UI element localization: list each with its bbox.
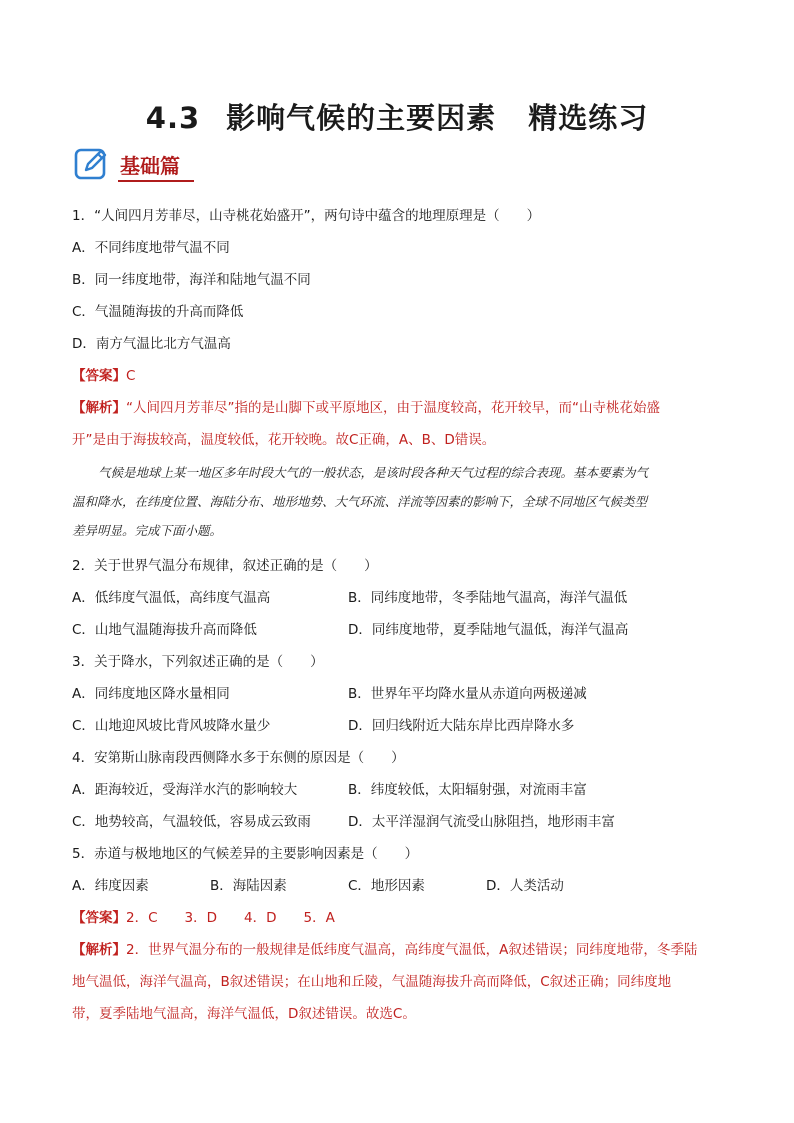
pencil-edit-icon (74, 146, 110, 182)
q4-option-b: B．纬度较低，太阳辐射强，对流雨丰富 (348, 782, 587, 798)
q1-answer (72, 367, 135, 385)
analysis-2-line-2: 地气温低，海洋气温高，B叙述错误；在山地和丘陵，气温随海拔升高而降低，C叙述正确；同纬度地 (72, 974, 672, 990)
section-underline (118, 180, 194, 182)
analysis-tag: 【解析】 (72, 400, 126, 416)
q5-option-b: B．海陆因素 (210, 878, 287, 894)
q4-option-c: C．地势较高，气温较低，容易成云致雨 (72, 814, 311, 830)
passage-line-2: 温和降水，在纬度位置、海陆分布、地形地势、大气环流、洋流等因素的影响下，全球不同地区气候类型 (72, 494, 648, 509)
title-number: 4.3 (145, 101, 201, 135)
q3-option-a: A．同纬度地区降水量相同 (72, 686, 230, 702)
analysis-text: “人间四月芳菲尽”指的是山脚下或平原地区，由于温度较高，花开较早，而“山寺桃花始盛 (126, 400, 660, 416)
passage-line-3: 差异明显。完成下面小题。 (72, 523, 223, 538)
q3-option-d: D．回归线附近大陆东岸比西岸降水多 (348, 718, 575, 734)
question-4-stem: 4．安第斯山脉南段西侧降水多于东侧的原因是（ ） (72, 750, 405, 766)
q1-option-b: B．同一纬度地带，海洋和陆地气温不同 (72, 272, 311, 288)
q1-option-c: C．气温随海拔的升高而降低 (72, 304, 244, 320)
page-title (0, 96, 794, 137)
analysis-2-line-3: 带，夏季陆地气温高，海洋气温低，D叙述错误。故选C。 (72, 1006, 416, 1022)
analysis-2-line-1 (72, 941, 697, 959)
q2-option-b: B．同纬度地带，冬季陆地气温高，海洋气温低 (348, 590, 628, 606)
answer-tag: 【答案】 (72, 368, 126, 384)
q5-option-c: C．地形因素 (348, 878, 425, 894)
question-2-stem: 2．关于世界气温分布规律，叙述正确的是（ ） (72, 558, 378, 574)
q1-option-a: A．不同纬度地带气温不同 (72, 240, 230, 256)
passage-line-1: 气候是地球上某一地区多年时段大气的一般状态，是该时段各种天气过程的综合表现。基本要素为气 (98, 465, 649, 480)
analysis-text: 2．世界气温分布的一般规律是低纬度气温高，高纬度气温低，A叙述错误；同纬度地带，冬季陆 (126, 942, 698, 958)
q2-option-d: D．同纬度地带，夏季陆地气温低，海洋气温高 (348, 622, 629, 638)
q2-option-c: C．山地气温随海拔升高而降低 (72, 622, 257, 638)
q4-option-d: D．太平洋湿润气流受山脉阻挡，地形雨丰富 (348, 814, 615, 830)
q3-option-b: B．世界年平均降水量从赤道向两极递减 (348, 686, 587, 702)
answer-value: C (126, 368, 136, 384)
answer-tag: 【答案】 (72, 910, 126, 926)
analysis-tag: 【解析】 (72, 942, 126, 958)
title-main: 影响气候的主要因素 (226, 101, 497, 135)
question-5-stem: 5．赤道与极地地区的气候差异的主要影响因素是（ ） (72, 846, 419, 862)
q5-option-d: D．人类活动 (486, 878, 564, 894)
q5-option-a: A．纬度因素 (72, 878, 149, 894)
q4-option-a: A．距海较近，受海洋水汽的影响较大 (72, 782, 298, 798)
q3-option-c: C．山地迎风坡比背风坡降水量少 (72, 718, 271, 734)
section-label: 基础篇 (120, 154, 180, 178)
title-sub: 精选练习 (528, 101, 649, 135)
answers-2-5 (72, 909, 335, 927)
q2-option-a: A．低纬度气温低，高纬度气温高 (72, 590, 271, 606)
q1-analysis-line-2: 开”是由于海拔较高，温度较低，花开较晚。故C正确，A、B、D错误。 (72, 432, 496, 448)
q1-option-d: D．南方气温比北方气温高 (72, 336, 231, 352)
answer-values: 2．C 3．D 4．D 5．A (126, 910, 335, 926)
question-1-stem: 1．“人间四月芳菲尽，山寺桃花始盛开”，两句诗中蕴含的地理原理是（ ） (72, 208, 541, 224)
question-3-stem: 3．关于降水，下列叙述正确的是（ ） (72, 654, 324, 670)
reading-passage (72, 458, 722, 545)
q1-analysis-line-1 (72, 399, 660, 417)
